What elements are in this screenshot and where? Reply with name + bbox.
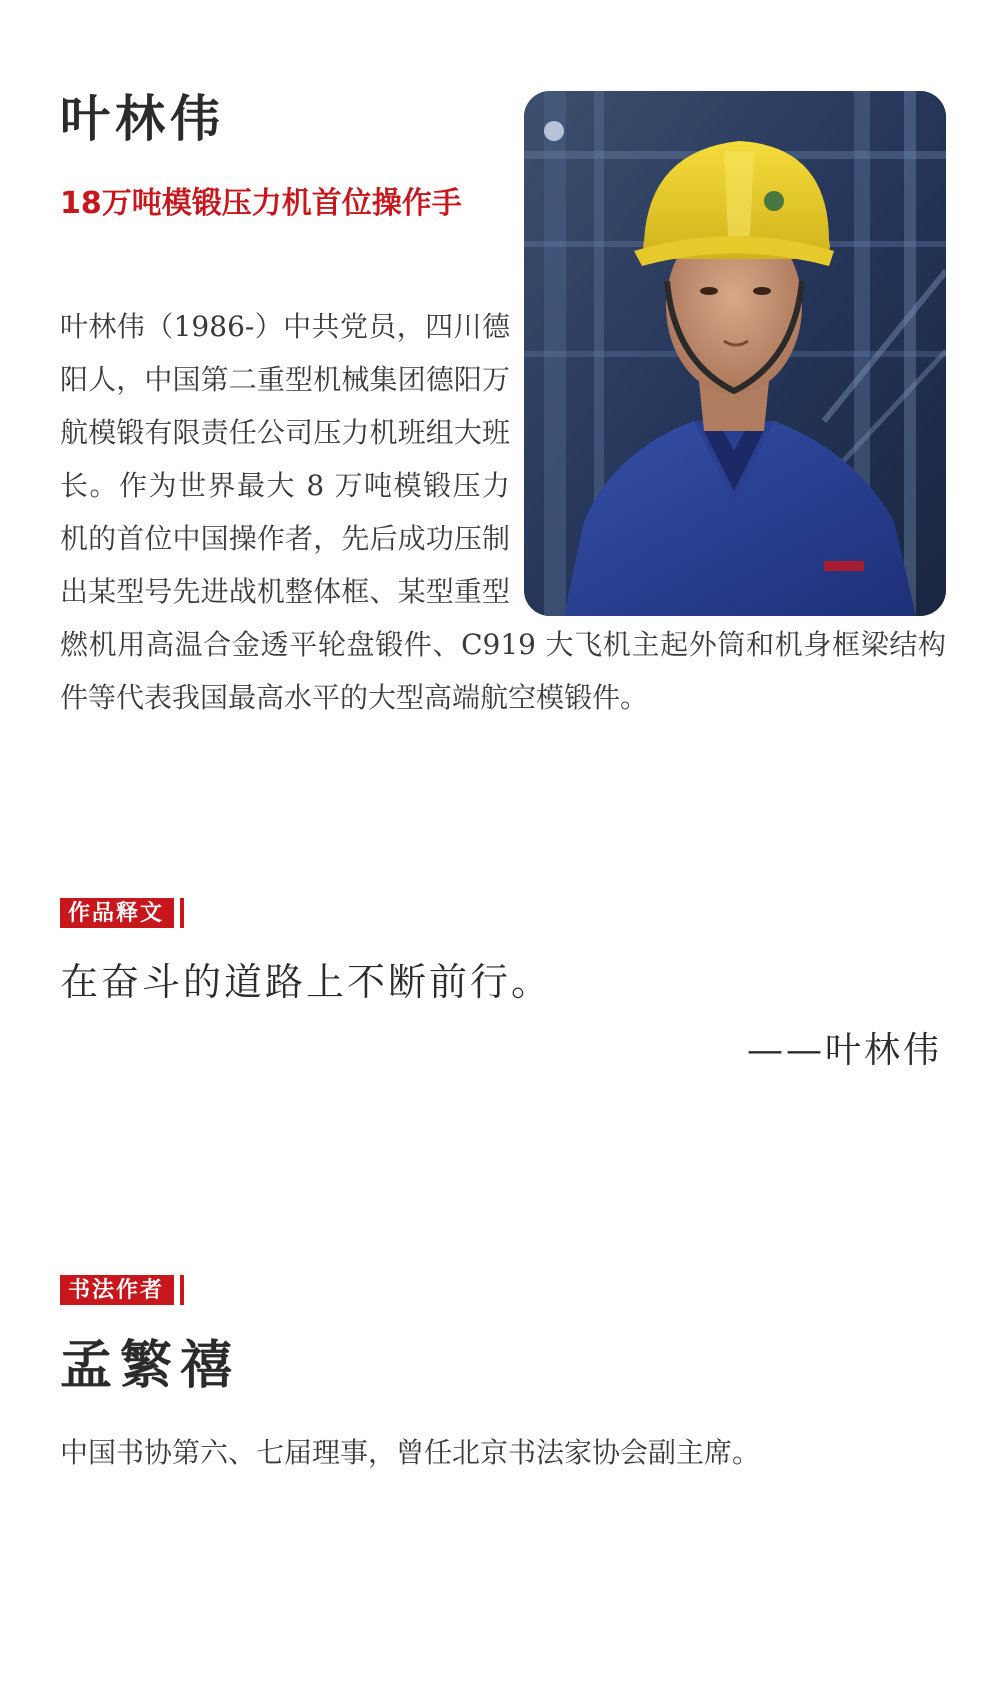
- work-quote: 在奋斗的道路上不断前行。: [60, 960, 553, 1004]
- profile-title: 18万吨模锻压力机首位操作手: [60, 186, 462, 221]
- biography: [60, 300, 946, 724]
- profile-name: 叶林伟: [60, 90, 225, 148]
- portrait-spacer: [510, 300, 946, 618]
- tag-bar-decoration: [180, 1275, 184, 1305]
- calligrapher-section-label: 书法作者: [60, 1275, 174, 1305]
- work-section-tag: [60, 898, 184, 928]
- work-section-label: 作品释文: [60, 898, 174, 928]
- tag-bar-decoration: [180, 898, 184, 928]
- calligrapher-description: 中国书协第六、七届理事，曾任北京书法家协会副主席。: [60, 1436, 761, 1469]
- quote-attribution: ——叶林伟: [746, 1030, 942, 1071]
- biography-text: 叶林伟（1986-）中共党员，四川德阳人，中国第二重型机械集团德阳万航模锻有限责任公司压力机班组大班长。作为世界最大 8 万吨模锻压力机的首位中国操作者，先后成功压制出某型号先进战机整体框、某型重型燃机用高温合金透平轮盘锻件、C919 大飞机主起外筒和机身框梁结构件等代表我国最高水平的大型高端航空模锻件。: [60, 310, 946, 714]
- calligrapher-section-tag: [60, 1275, 184, 1305]
- calligrapher-name: 孟繁禧: [60, 1336, 241, 1396]
